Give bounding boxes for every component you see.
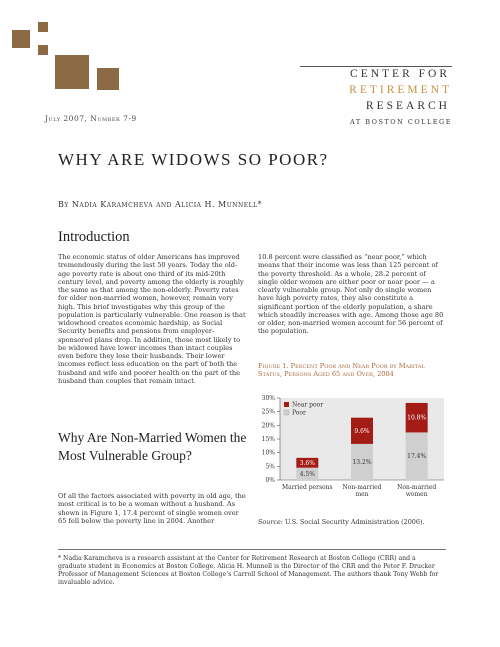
issue-date: July 2007, Number 7-9 — [45, 114, 137, 123]
intro-paragraph-2: 10.8 percent were classified as “near poor,” which means that their income was less than 125 percent of the poverty threshold. As a whole, 28.2 percent of single older women are either poor or near poor — a clearly vulnerable group. Not only do single women have high poverty rates, they also constitute a significant portion of the elderly population, a share which steadily increases with age. Among those age 80 or older, non-married women account for 56 percent of the population. — [258, 253, 444, 336]
legend-swatch-poor — [284, 410, 289, 415]
section2-paragraph: Of all the factors associated with poverty in old age, the most critical is to be a woman without a husband. As shown in Figure 1, 17.4 percent of single women over 65 fell below the poverty line in 2004. Another — [58, 492, 246, 525]
page-title: WHY ARE WIDOWS SO POOR? — [58, 150, 329, 169]
y-tick-label: 20% — [261, 422, 275, 430]
legend-label-near-poor: Near poor — [292, 401, 324, 409]
section-heading-introduction: Introduction — [58, 229, 130, 245]
intro-paragraph-1: The economic status of older Americans has improved tremendously during the last 50 years. Today the old-age poverty rate is about one third of its mid-20th century level, and poverty among the elderly is roughly the same as that among the non-elderly. Poverty rates for older non-married women, however, remain very high. This brief investigates why this group of the population is particularly vulnerable. One reason is that widowhood creates economic hardship, as Social Security benefits and pensions from employer-sponsored plans drop. In addition, those most likely to be widowed have lower incomes than intact couples even before they lose their husbands. Their lower incomes reflect less education on the part of both the husband and wife and poorer health on the part of the husband than couples that remain intact. — [58, 253, 246, 385]
footnote-rule — [58, 549, 446, 550]
category-label: Married persons — [282, 484, 333, 491]
y-tick-label: 25% — [261, 408, 275, 416]
category-label: Non-married — [342, 484, 382, 491]
byline: By Nadia Karamcheva and Alicia H. Munnell* — [58, 200, 263, 209]
y-tick-label: 15% — [261, 436, 275, 443]
data-label-near-poor: 10.8% — [407, 414, 427, 422]
org-line-2: RETIREMENT — [349, 84, 452, 96]
category-label: women — [405, 491, 428, 498]
data-label-poor: 13.2% — [352, 458, 372, 466]
figure-source — [258, 518, 424, 526]
y-tick-label: 5% — [265, 463, 275, 471]
legend-swatch-near-poor — [284, 402, 289, 407]
data-label-poor: 4.5% — [299, 470, 315, 478]
header-rule — [300, 66, 452, 67]
org-line-3: RESEARCH — [365, 100, 450, 112]
data-label-poor: 17.4% — [407, 453, 427, 461]
y-tick-label: 30% — [261, 395, 275, 402]
source-label: Source: — [258, 518, 283, 526]
data-label-near-poor: 3.6% — [299, 459, 315, 467]
data-label-near-poor: 9.6% — [354, 427, 370, 435]
category-label: Non-married — [397, 484, 437, 491]
legend-label-poor: Poor — [292, 409, 306, 417]
bar-chart — [258, 392, 448, 512]
figure-title: Figure 1. Percent Poor and Near Poor by Marital Status, Persons Aged 65 and Over, 2004 — [258, 362, 425, 379]
org-line-4: AT BOSTON COLLEGE — [350, 118, 452, 126]
source-text: U.S. Social Security Administration (2006). — [282, 518, 425, 526]
section-heading-vulnerable: Why Are Non-Married Women the Most Vulnerable Group? — [58, 430, 247, 463]
org-line-1: CENTER FOR — [350, 68, 450, 80]
y-tick-label: 10% — [261, 449, 275, 457]
y-tick-label: 0% — [265, 477, 275, 484]
category-label: men — [355, 491, 369, 498]
footnote: * Nadia Karamcheva is a research assistant at the Center for Retirement Research at Boston College (CRR) and a graduate student in Economics at Boston College. Alicia H. Munnell is the Director of the CRR and the Peter F. Drucker Professor of Management Sciences at Boston College’s Carroll School of Management. The authors thank Tony Webb for invaluable advice. — [58, 555, 439, 586]
